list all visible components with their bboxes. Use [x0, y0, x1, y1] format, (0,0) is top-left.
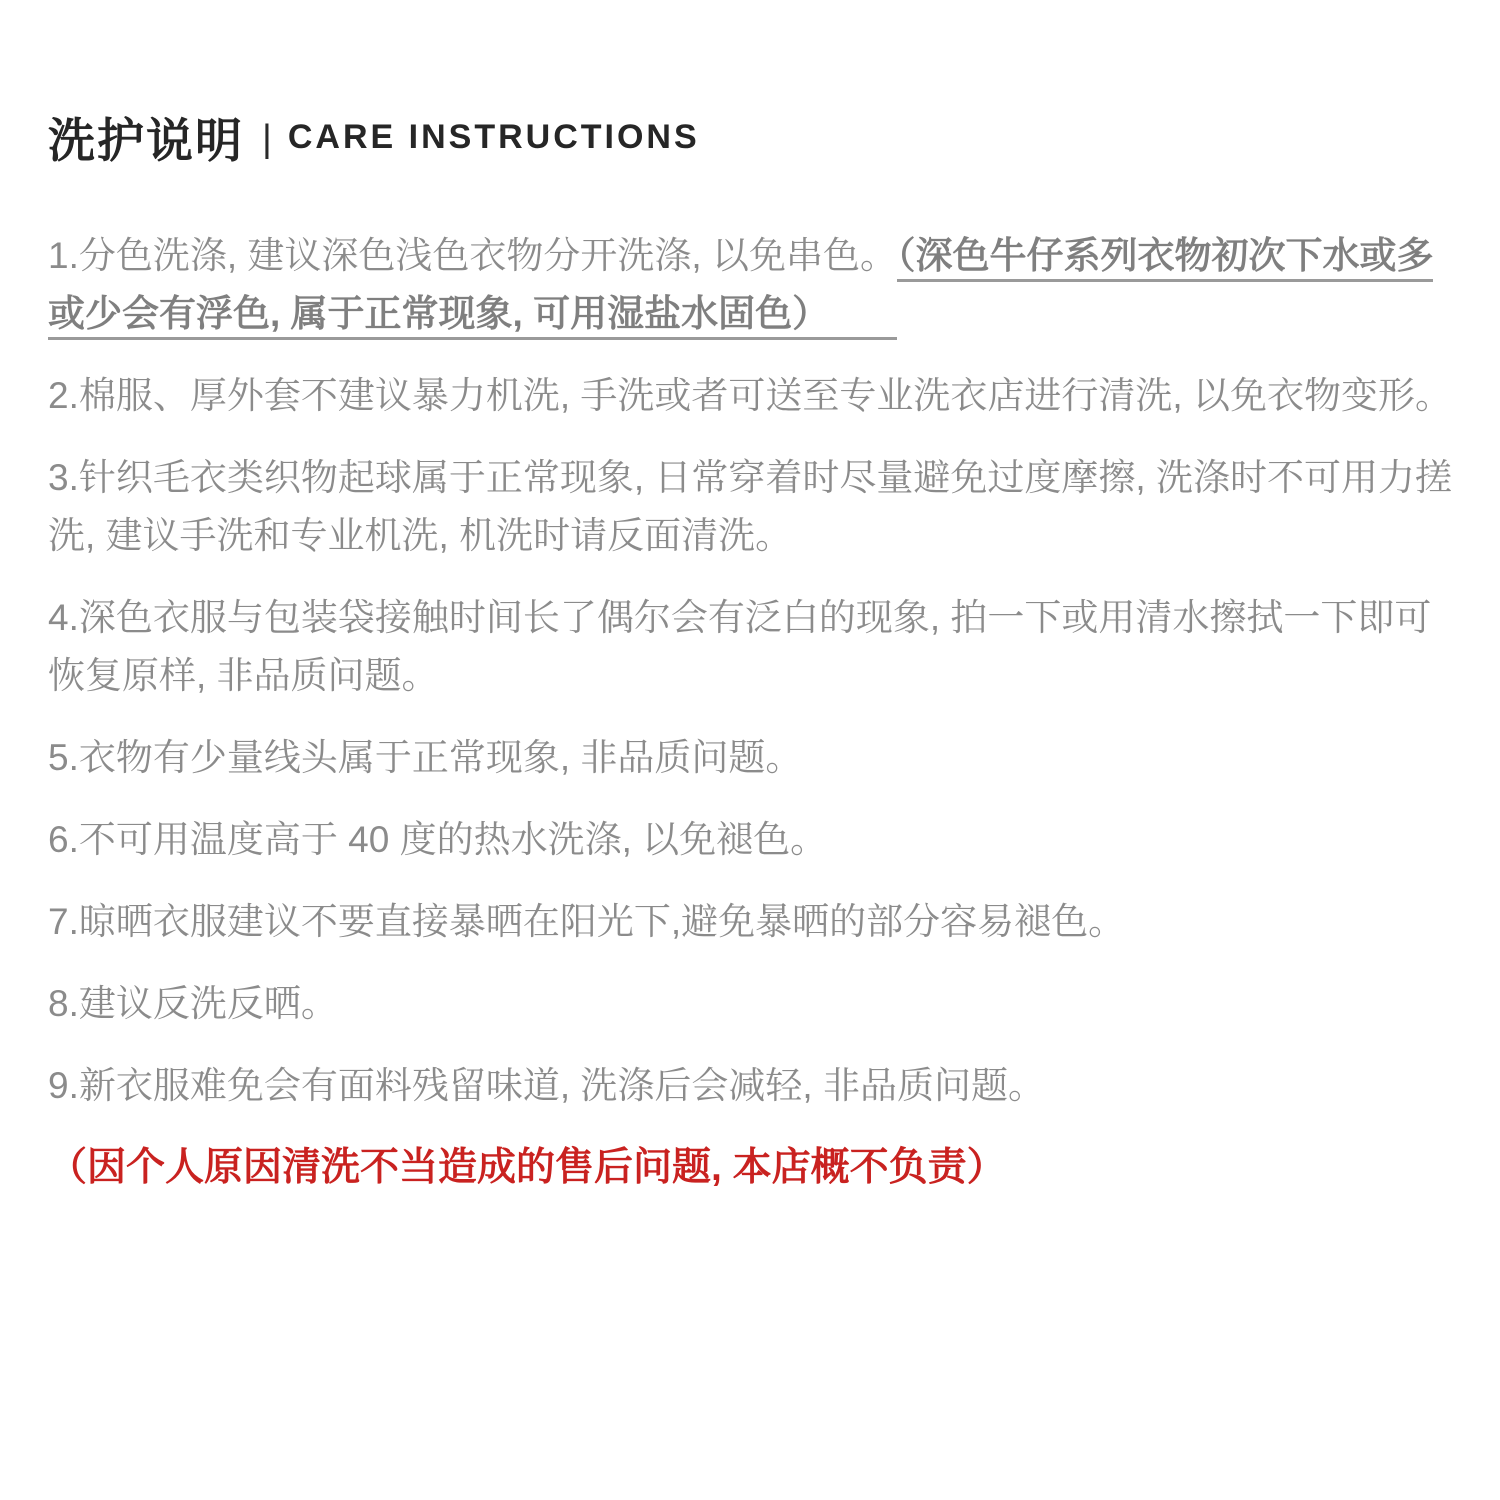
disclaimer-text: （因个人原因清洗不当造成的售后问题, 本店概不负责）	[48, 1146, 1006, 1189]
care-item-5: 5.衣物有少量线头属于正常现象, 非品质问题。	[48, 737, 803, 778]
care-item-3: 3.针织毛衣类织物起球属于正常现象, 日常穿着时尽量避免过度摩擦, 洗涤时不可用力搓洗, 建议手洗和专业机洗, 机洗时请反面清洗。	[48, 457, 1452, 556]
title-chinese: 洗护说明	[48, 114, 244, 167]
care-item-1-emphasis: （深色牛仔系列衣物初次下水或多或少会有浮色, 属于正常现象, 可用湿盐水固色）	[48, 235, 1433, 340]
care-item-9: 9.新衣服难免会有面料残留味道, 洗涤后会减轻, 非品质问题。	[48, 1065, 1045, 1106]
care-item-2: 2.棉服、厚外套不建议暴力机洗, 手洗或者可送至专业洗衣店进行清洗, 以免衣物变形。	[48, 375, 1452, 416]
care-item-1-text: 1.分色洗涤, 建议深色浅色衣物分开洗涤, 以免串色。	[48, 235, 897, 276]
care-item-8: 8.建议反洗反晒。	[48, 983, 338, 1024]
title-divider-bar: |	[262, 118, 272, 160]
care-item-4: 4.深色衣服与包装袋接触时间长了偶尔会有泛白的现象, 拍一下或用清水擦拭一下即可恢复原样, 非品质问题。	[48, 597, 1432, 696]
care-item-6: 6.不可用温度高于 40 度的热水洗涤, 以免褪色。	[48, 819, 828, 860]
care-item-7: 7.晾晒衣服建议不要直接暴晒在阳光下,避免暴晒的部分容易褪色。	[48, 901, 1126, 942]
page-title	[48, 104, 1458, 171]
title-english: CARE INSTRUCTIONS	[287, 118, 700, 156]
care-item-1	[48, 227, 1458, 343]
